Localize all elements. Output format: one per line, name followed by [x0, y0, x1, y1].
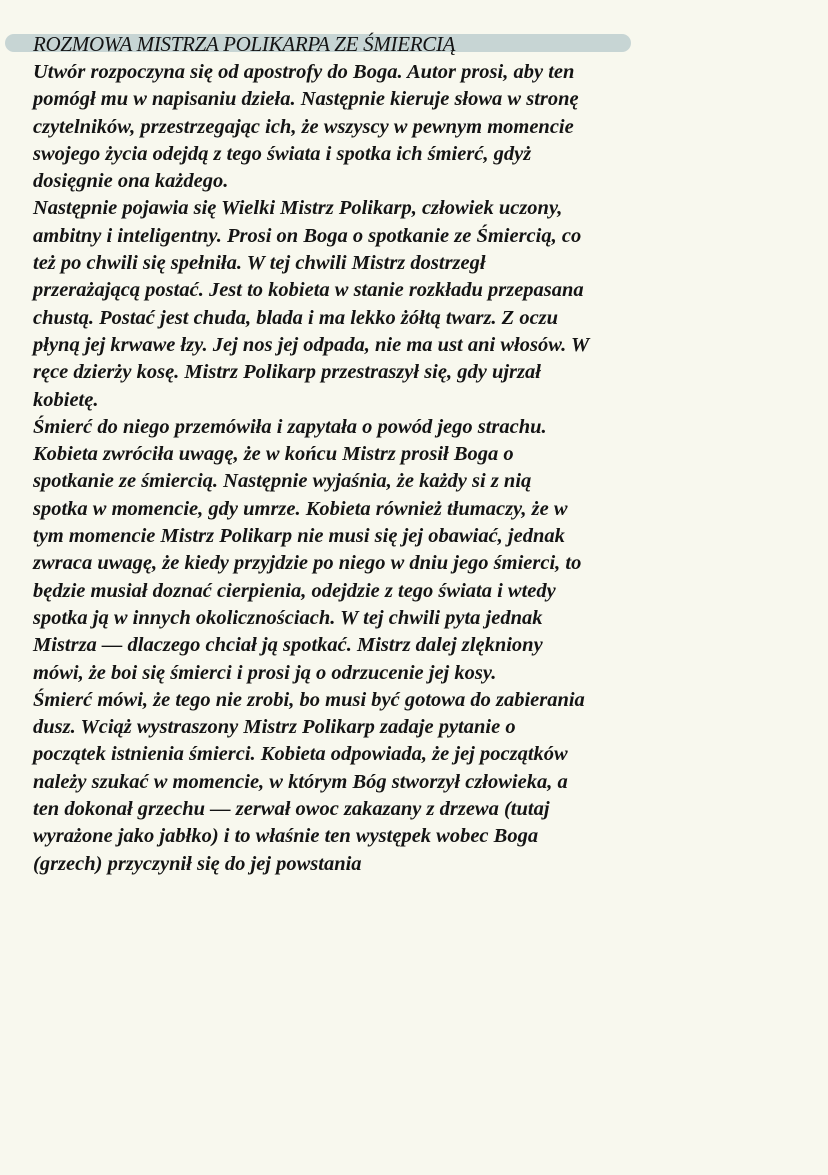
text-line: Mistrza — dlaczego chciał ją spotkać. Mistrz dalej zlękniony — [33, 634, 543, 657]
text-line: będzie musiał doznać cierpienia, odejdzie z tego świata i wtedy — [33, 579, 556, 602]
text-line: płyną jej krwawe łzy. Jej nos jej odpada, nie ma ust ani włosów. W — [33, 333, 590, 356]
text-line: (grzech) przyczynił się do jej powstania — [33, 852, 362, 875]
text-line: dosięgnie ona każdego. — [33, 170, 229, 193]
text-line: mówi, że boi się śmierci i prosi ją o odrzucenie jej kosy. — [33, 661, 497, 684]
text-line: ambitny i inteligentny. Prosi on Boga o spotkanie ze Śmiercią, co — [33, 224, 582, 247]
text-line: swojego życia odejdą z tego świata i spotka ich śmierć, gdyż — [33, 142, 532, 165]
text-line: też po chwili się spełniła. W tej chwili Mistrz dostrzegł — [33, 252, 486, 275]
document-title: ROZMOWA MISTRZA POLIKARPA ZE ŚMIERCIĄ — [33, 32, 456, 56]
text-line: Śmierć do niego przemówiła i zapytała o powód jego strachu. — [33, 415, 547, 438]
text-line: należy szukać w momencie, w którym Bóg stworzył człowieka, a — [33, 770, 568, 793]
text-line: spotkanie ze śmiercią. Następnie wyjaśnia, że każdy si z nią — [33, 470, 532, 493]
paragraph — [33, 414, 589, 687]
text-line: początek istnienia śmierci. Kobieta odpowiada, że jej początków — [33, 743, 568, 766]
text-line: chustą. Postać jest chuda, blada i ma lekko żółtą twarz. Z oczu — [33, 306, 559, 329]
text-line: ręce dzierży kosę. Mistrz Polikarp przestraszył się, gdy ujrzał — [33, 361, 541, 384]
text-line: spotka ją w innych okolicznościach. W tej chwili pyta jednak — [33, 606, 543, 629]
text-line: wyrażone jako jabłko) i to właśnie ten występek wobec Boga — [33, 825, 539, 848]
paragraph — [33, 195, 589, 413]
text-line: ten dokonał grzechu — zerwał owoc zakazany z drzewa (tutaj — [33, 798, 550, 821]
text-line: zwraca uwagę, że kiedy przyjdzie po niego w dniu jego śmierci, to — [33, 552, 582, 575]
text-line: Kobieta zwróciła uwagę, że w końcu Mistrz prosił Boga o — [33, 443, 514, 466]
text-line: Śmierć mówi, że tego nie zrobi, bo musi być gotowa do zabierania — [33, 688, 585, 711]
text-line: Następnie pojawia się Wielki Mistrz Polikarp, człowiek uczony, — [33, 197, 563, 220]
text-line: kobietę. — [33, 388, 99, 411]
text-line: pomógł mu w napisaniu dzieła. Następnie kieruje słowa w stronę — [33, 88, 579, 111]
text-line: Utwór rozpoczyna się od apostrofy do Boga. Autor prosi, aby ten — [33, 61, 575, 83]
document-body — [33, 59, 589, 878]
paragraph — [33, 687, 589, 878]
text-line: dusz. Wciąż wystraszony Mistrz Polikarp zadaje pytanie o — [33, 716, 516, 739]
text-line: przerażającą postać. Jest to kobieta w stanie rozkładu przepasana — [33, 279, 584, 302]
text-line: spotka w momencie, gdy umrze. Kobieta również tłumaczy, że w — [33, 497, 568, 520]
text-line: czytelników, przestrzegając ich, że wszyscy w pewnym momencie — [33, 115, 574, 138]
paragraph — [33, 59, 589, 195]
text-line: tym momencie Mistrz Polikarp nie musi się jej obawiać, jednak — [33, 525, 565, 548]
